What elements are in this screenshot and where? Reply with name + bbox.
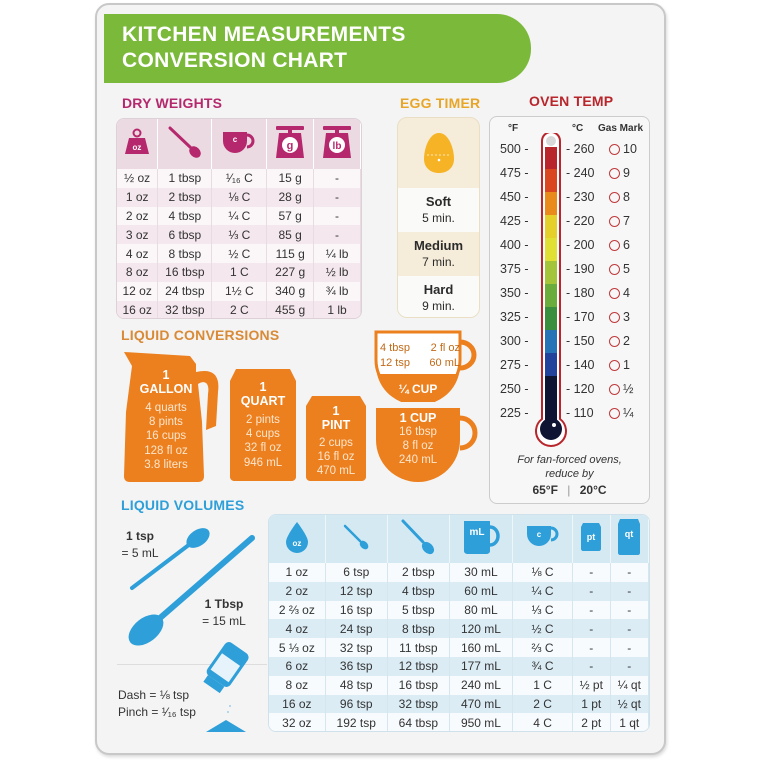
cell: 1 C [212,263,267,282]
egg-soft [398,188,479,232]
cell: 6 tsp [325,563,387,582]
table-row [269,638,649,657]
flame-icon [609,384,620,395]
cell: - [573,657,610,676]
pint-icon [573,515,610,563]
svg-text:lb: lb [332,140,342,152]
cell: 4 C [513,713,573,732]
tbsp-value: = 15 mL [202,614,246,628]
pint-info [306,404,366,479]
celsius-header: °C [572,123,584,134]
cup-info [376,411,460,468]
svg-text:pt: pt [587,531,596,542]
quart-line: 946 mL [243,456,283,469]
cell: 64 tbsp [387,713,449,732]
cell: 12 tsp [325,582,387,601]
table-row [269,563,649,582]
temp-c: - 150 [566,334,595,348]
cell: 6 oz [269,657,325,676]
flame-icon [609,264,620,275]
svg-text:qt: qt [625,528,634,539]
egg-hard [398,276,479,318]
cell: 240 mL [449,676,512,695]
cup-unit: 1 CUP [399,411,437,425]
svg-text:oz: oz [292,538,302,548]
cell: 16 oz [117,301,158,319]
temp-c: - 200 [566,238,595,252]
cell: - [314,225,361,244]
cell: 4 tbsp [158,207,212,226]
cell: - [314,207,361,226]
cell: ½ pt [573,676,610,695]
cell: - [610,582,649,601]
flame-icon [609,312,620,323]
cell: - [314,169,361,188]
pint-line: 470 mL [316,465,356,478]
gas-mark: 6 [609,238,630,252]
table-row [269,657,649,676]
flame-icon [609,168,620,179]
quart-unit: QUART [240,394,286,408]
cell: ¼ C [513,582,573,601]
temp-c: - 220 [566,214,595,228]
egg-timer-panel [397,117,480,318]
flame-icon [609,336,620,347]
table-row [117,188,361,207]
temp-f: 450 - [500,190,529,204]
fahrenheit-header: °F [508,123,519,134]
pint-line: 16 fl oz [317,451,355,464]
cell: 16 tbsp [387,676,449,695]
tablespoon-icon [387,515,449,563]
cell: 2 C [513,695,573,714]
cell: ½ lb [314,263,361,282]
quart-qty: 1 [259,380,267,394]
cell: - [610,563,649,582]
cell: 2 ⅔ oz [269,601,325,620]
title-banner [104,14,531,83]
gallon-line: 4 quarts [145,402,187,414]
note-line: For fan-forced ovens, [517,454,622,466]
title-line-2: CONVERSION CHART [122,49,348,72]
gas-mark: 3 [609,310,630,324]
thermometer-icon [534,133,568,451]
egg-medium [398,232,479,276]
cell: 160 mL [449,638,512,657]
cup-icon [212,119,267,169]
gallon-line: 3.8 liters [144,458,188,471]
cell: - [573,638,610,657]
liquid-volumes-table [268,514,650,732]
cell: - [573,563,610,582]
table-row [117,282,361,301]
cup-icon [513,515,573,563]
cell: 8 tbsp [158,244,212,263]
cell: - [314,188,361,207]
svg-text:g: g [286,139,294,152]
gas-mark: 5 [609,262,630,276]
cell: 340 g [267,282,314,301]
oz-drop-icon [269,515,325,563]
cell: 6 tbsp [158,225,212,244]
reduce-c: 20°C [579,483,607,497]
temp-c: - 140 [566,358,595,372]
tsp-value: = 5 mL [121,546,159,560]
table-row [269,601,649,620]
cell: 3 oz [117,225,158,244]
separator: | [567,483,571,497]
flame-icon [609,240,620,251]
note-line: reduce by [545,468,594,480]
dry-weights-title: DRY WEIGHTS [122,95,223,111]
cell: 5 ⅓ oz [269,638,325,657]
dash-pinch [118,687,196,721]
egg-time: 5 min. [422,211,455,225]
fan-oven-note [490,453,649,481]
gallon-line: 128 fl oz [144,444,188,457]
temp-f: 275 - [500,358,529,372]
cell: 24 tbsp [158,282,212,301]
gallon-unit: GALLON [139,382,193,396]
gas-mark: 7 [609,214,630,228]
liquid-volumes-title: LIQUID VOLUMES [121,497,245,513]
table-row [117,263,361,282]
quarter-cup-info [380,341,460,371]
cell: ⅛ C [212,188,267,207]
cell: 36 tsp [325,657,387,676]
cell: ¼ qt [610,676,649,695]
cup-line: 240 mL [398,454,438,467]
quarter-cup-label: ¼ CUP [398,382,438,396]
qc-tsp: 12 tsp [380,357,410,369]
dash-text: Dash = ⅛ tsp [118,688,190,702]
oven-temp-title: OVEN TEMP [529,93,614,109]
temp-c: - 110 [566,406,594,420]
cell: 16 oz [269,695,325,714]
egg-time: 7 min. [422,255,455,269]
cell: 16 tbsp [158,263,212,282]
cell: 177 mL [449,657,512,676]
cell: ¾ lb [314,282,361,301]
cell: 15 g [267,169,314,188]
pound-scale-icon [314,119,361,169]
cell: 28 g [267,188,314,207]
liquid-conversions-title: LIQUID CONVERSIONS [121,327,280,343]
pint-unit: PINT [321,418,351,432]
cell: 8 tbsp [387,619,449,638]
cell: 1 lb [314,301,361,319]
cell: - [573,619,610,638]
temp-f: 400 - [500,238,529,252]
gas-mark: 2 [609,334,630,348]
gram-scale-icon [267,119,314,169]
qc-tbsp: 4 tbsp [380,342,410,354]
cell: 4 tbsp [387,582,449,601]
cell: 16 tsp [325,601,387,620]
flame-icon [609,360,620,371]
gallon-info [128,368,204,472]
cell: - [610,657,649,676]
ml-mug-icon [449,515,512,563]
cell: 30 mL [449,563,512,582]
temp-c: - 260 [566,142,595,156]
svg-text:c: c [233,134,238,144]
fan-oven-reduction [490,483,649,497]
gallon-line: 16 cups [145,430,187,443]
gas-mark: 10 [609,142,637,156]
cell: 24 tsp [325,619,387,638]
cell: 1 tbsp [158,169,212,188]
cell: 2 C [212,301,267,319]
cell: 12 tbsp [387,657,449,676]
dry-weights-table [116,118,362,319]
cell: 85 g [267,225,314,244]
spoon-icon [158,119,212,169]
temp-c: - 240 [566,166,595,180]
cell: ⅛ C [513,563,573,582]
egg-label: Soft [425,194,452,209]
flame-icon [609,216,620,227]
cell: 2 oz [117,207,158,226]
svg-text:oz: oz [132,142,142,152]
cell: 470 mL [449,695,512,714]
quart-line: 32 fl oz [244,442,282,455]
cell: 57 g [267,207,314,226]
svg-text:c: c [536,529,541,539]
cell: 2 tbsp [387,563,449,582]
temp-f: 250 - [500,382,529,396]
reduce-f: 65°F [532,483,558,497]
flame-icon [609,288,620,299]
temp-f: 325 - [500,310,529,324]
oven-temp-panel [489,116,650,504]
gallon-qty: 1 [162,368,170,382]
gas-mark: 4 [609,286,630,300]
egg-label: Medium [413,238,464,253]
cell: ⅓ C [513,601,573,620]
cell: 80 mL [449,601,512,620]
temp-f: 350 - [500,286,529,300]
cell: 2 pt [573,713,610,732]
gas-mark-header: Gas Mark [598,123,644,134]
temp-f: 300 - [500,334,529,348]
table-row [117,301,361,319]
gas-mark: 8 [609,190,630,204]
cell: ¼ C [212,207,267,226]
cell: 115 g [267,244,314,263]
cell: - [573,582,610,601]
title-line-1: KITCHEN MEASUREMENTS [122,23,406,46]
quart-icon [610,515,649,563]
temp-c: - 180 [566,286,595,300]
table-row [117,244,361,263]
cell: 32 tsp [325,638,387,657]
cell: - [610,601,649,620]
cell: 1 oz [269,563,325,582]
egg-time: 9 min. [422,299,455,313]
tsp-label: 1 tsp [125,529,154,543]
table-row [117,225,361,244]
cell: ½ C [513,619,573,638]
table-row [269,582,649,601]
temp-c: - 120 [566,382,595,396]
cell: 2 tbsp [158,188,212,207]
cell: 32 tbsp [158,301,212,319]
egg-timer-title: EGG TIMER [400,95,481,111]
cell: - [573,601,610,620]
gallon-line: 8 pints [149,416,183,429]
cell: - [610,638,649,657]
flame-icon [609,144,620,155]
cell: ½ C [212,244,267,263]
temp-f: 225 - [500,406,529,420]
cell: 4 oz [117,244,158,263]
temp-c: - 190 [566,262,595,276]
gas-mark: 1 [609,358,630,372]
qc-ml: 60 mL [429,357,460,369]
cell: 1 oz [117,188,158,207]
cell: 1 pt [573,695,610,714]
flame-icon [609,192,620,203]
temp-f: 425 - [500,214,529,228]
cell: 4 oz [269,619,325,638]
gas-mark: ¼ [609,406,633,420]
tsp-equivalent [120,528,160,562]
oz-weight-icon [117,119,158,169]
cell: 60 mL [449,582,512,601]
quart-line: 2 pints [246,414,280,426]
quart-info [230,380,296,470]
table-row [117,207,361,226]
cell: 11 tbsp [387,638,449,657]
cup-line: 8 fl oz [402,440,434,453]
cell: 32 tbsp [387,695,449,714]
qc-floz: 2 fl oz [430,342,460,354]
temp-f: 475 - [500,166,529,180]
cell: 96 tsp [325,695,387,714]
pint-line: 2 cups [319,437,353,449]
cell: 455 g [267,301,314,319]
cell: ¾ C [513,657,573,676]
cell: 120 mL [449,619,512,638]
egg-timer-icon [398,118,479,188]
table-row [269,676,649,695]
cell: 1 qt [610,713,649,732]
svg-text:mL: mL [469,526,485,538]
table-row [269,713,649,732]
quart-line: 4 cups [246,428,280,441]
flame-icon [609,408,620,419]
temp-c: - 170 [566,310,595,324]
cell: ¼ lb [314,244,361,263]
table-row [117,169,361,188]
cell: 12 oz [117,282,158,301]
table-row [269,619,649,638]
cell: 1 C [513,676,573,695]
cell: - [610,619,649,638]
table-row [269,695,649,714]
tbsp-equivalent [198,596,250,630]
cell: 192 tsp [325,713,387,732]
cell: 8 oz [117,263,158,282]
temp-f: 375 - [500,262,529,276]
cell: ¹⁄₁₆ C [212,169,267,188]
temp-c: - 230 [566,190,595,204]
egg-label: Hard [423,282,454,297]
pint-qty: 1 [332,404,340,418]
cell: 227 g [267,263,314,282]
tbsp-label: 1 Tbsp [204,597,244,611]
cell: 1½ C [212,282,267,301]
teaspoon-icon [325,515,387,563]
cell: ½ oz [117,169,158,188]
cell: 950 mL [449,713,512,732]
cup-line: 16 tbsp [399,426,437,438]
cell: ⅔ C [513,638,573,657]
cell: 2 oz [269,582,325,601]
cell: ⅓ C [212,225,267,244]
salt-shaker-icon [192,640,258,732]
pinch-text: Pinch = ¹⁄₁₆ tsp [118,705,196,719]
gas-mark: 9 [609,166,630,180]
cell: 48 tsp [325,676,387,695]
temp-f: 500 - [500,142,529,156]
gas-mark: ½ [609,382,633,396]
cell: 8 oz [269,676,325,695]
cell: 5 tbsp [387,601,449,620]
cell: ½ qt [610,695,649,714]
cell: 32 oz [269,713,325,732]
